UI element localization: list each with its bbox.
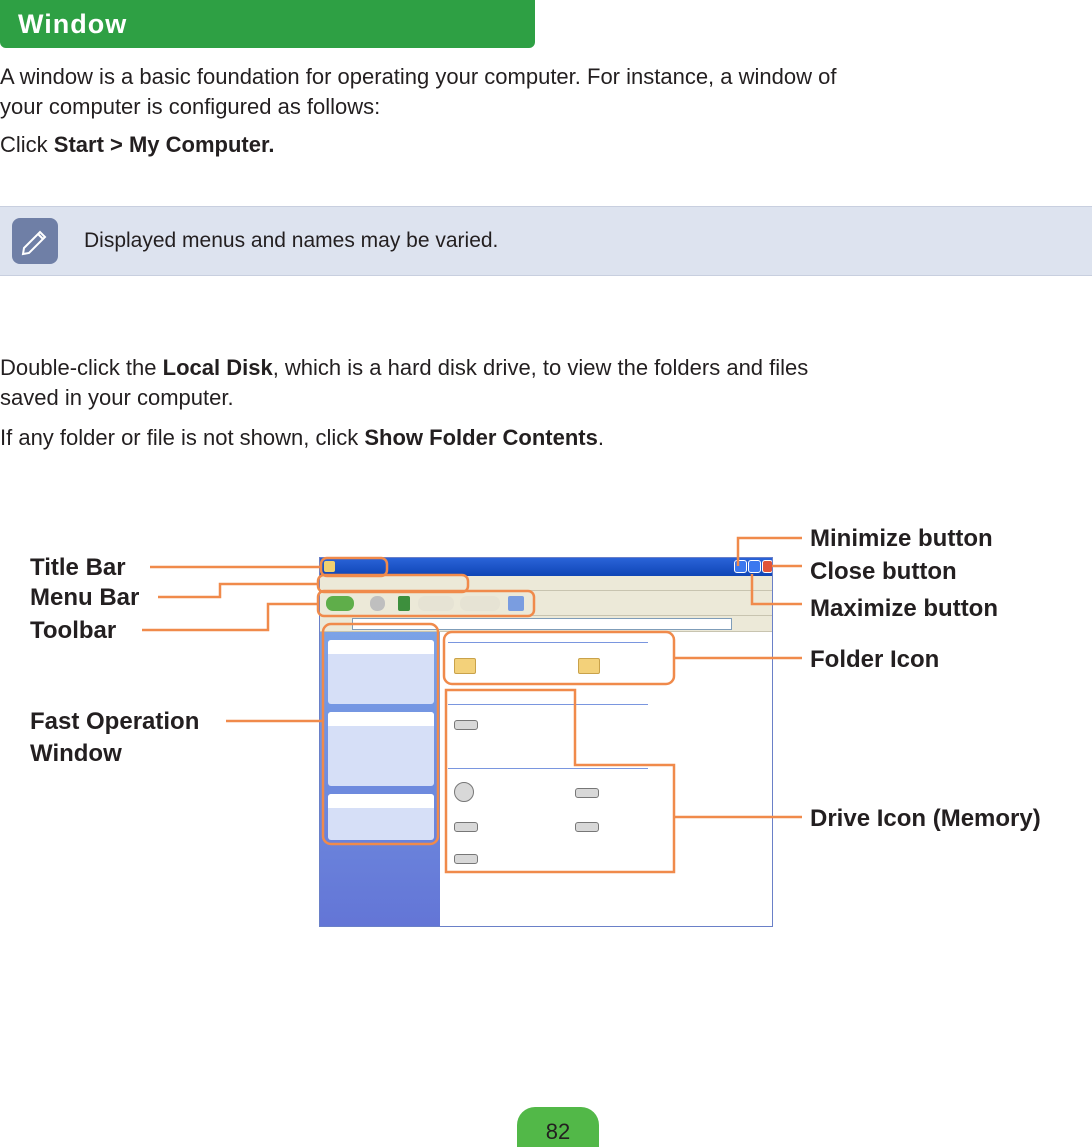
my-computer-icon: [324, 561, 335, 572]
folder-icon-callout: Folder Icon: [810, 646, 940, 673]
title-bar-callout: Title Bar: [30, 554, 126, 581]
folders-icon: [460, 596, 500, 611]
forward-arrow-icon: [370, 596, 385, 611]
dvd-drive-icon: [454, 782, 474, 802]
toolbar-leader: [142, 604, 318, 630]
my-computer-screenshot: [319, 557, 773, 927]
shared-documents-folder-icon: [454, 658, 476, 674]
screenshot-title-bar: [320, 558, 772, 576]
removable-disk-h-icon: [454, 854, 478, 864]
fast-operation-callout-line-1: Fast Operation: [30, 708, 200, 735]
show-folder-contents-term: Show Folder Contents: [364, 425, 598, 450]
close-button-icon: [762, 560, 773, 573]
removable-disk-e-icon: [575, 788, 599, 798]
intro-click-instruction: [0, 130, 274, 160]
pencil-note-icon: [12, 218, 58, 264]
instruction-line-3: [0, 423, 604, 453]
screenshot-address-bar: [320, 616, 772, 632]
fast-operation-callout-line-2: Window: [30, 740, 122, 767]
other-places-panel: [328, 712, 434, 786]
maximize-button-icon: [748, 560, 761, 573]
instruction-text: , which is a hard disk drive, to view the folders and files: [272, 355, 809, 380]
click-prefix: Click: [0, 132, 54, 157]
minimize-button-callout: Minimize button: [810, 525, 993, 552]
search-icon: [418, 596, 454, 611]
local-disk-drive-icon: [454, 720, 478, 730]
back-arrow-icon: [326, 596, 354, 611]
page-number: 82: [517, 1107, 599, 1147]
removable-disk-g-icon: [575, 822, 599, 832]
screenshot-fast-operation-pane: [320, 632, 440, 927]
details-panel: [328, 794, 434, 840]
intro-line-2: your computer is configured as follows:: [0, 94, 381, 119]
instruction-text: If any folder or file is not shown, click: [0, 425, 365, 450]
note-box: [0, 206, 1092, 276]
system-tasks-panel: [328, 640, 434, 704]
menu-bar-leader: [158, 584, 318, 597]
toolbar-callout: Toolbar: [30, 617, 117, 644]
maximize-button-callout: Maximize button: [810, 595, 999, 622]
screenshot-toolbar: [320, 591, 772, 616]
intro-line-1: A window is a basic foundation for operating your computer. For instance, a window of: [0, 64, 837, 89]
screenshot-content-area: [440, 632, 773, 927]
instruction-line-2: saved in your computer.: [0, 385, 234, 410]
instruction-text: Double-click the: [0, 355, 163, 380]
hard-disk-drives-section-line: [448, 704, 648, 705]
files-stored-section-line: [448, 642, 648, 643]
up-folder-icon: [398, 596, 410, 611]
user-documents-folder-icon: [578, 658, 600, 674]
views-icon: [508, 596, 524, 611]
minimize-button-icon: [734, 560, 747, 573]
section-title: Window: [18, 9, 128, 39]
instruction-text: .: [597, 425, 604, 450]
removable-storage-section-line: [448, 768, 648, 769]
transcend-drive-icon: [454, 822, 478, 832]
local-disk-term: Local Disk: [162, 355, 273, 380]
note-text: Displayed menus and names may be varied.: [84, 229, 499, 252]
close-button-callout: Close button: [810, 558, 957, 585]
screenshot-address-box: [352, 618, 732, 630]
drive-icon-callout: Drive Icon (Memory): [810, 805, 1041, 832]
screenshot-menu-bar: [320, 576, 772, 591]
click-path: Start > My Computer.: [53, 132, 275, 157]
section-header: [0, 0, 535, 48]
menu-bar-callout: Menu Bar: [30, 584, 140, 611]
instruction-line-1: [0, 353, 808, 383]
